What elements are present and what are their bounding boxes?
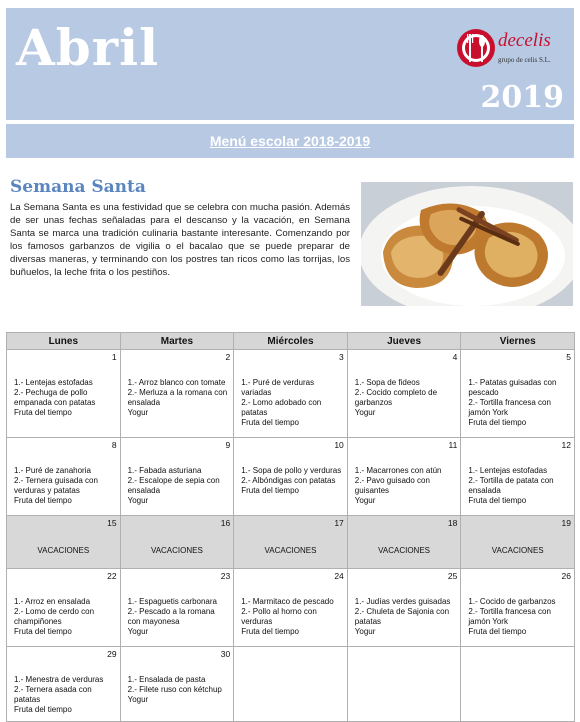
day-number: 15 bbox=[107, 518, 117, 528]
day-header-friday: Viernes bbox=[461, 333, 575, 350]
day-number: 9 bbox=[225, 440, 231, 450]
menu-title-bar bbox=[6, 124, 574, 158]
calendar-day-cell bbox=[461, 438, 575, 516]
menu-items bbox=[348, 364, 461, 418]
menu-item: Fruta del tiempo bbox=[241, 418, 299, 427]
day-header-wednesday: Miércoles bbox=[234, 333, 348, 350]
calendar-day-cell bbox=[120, 647, 234, 722]
menu-item: 2.- Merluza a la romana con ensalada bbox=[127, 388, 228, 407]
day-number: 10 bbox=[334, 440, 344, 450]
menu-items bbox=[234, 583, 347, 637]
calendar-day-cell bbox=[347, 516, 461, 569]
calendar-day-cell bbox=[234, 350, 348, 438]
menu-item: 2.- Pescado a la romana con mayonesa bbox=[127, 607, 215, 626]
menu-item: 2.- Ternera asada con patatas bbox=[14, 685, 92, 704]
menu-item: Fruta del tiempo bbox=[468, 418, 527, 427]
menu-item: Fruta del tiempo bbox=[468, 496, 527, 505]
calendar-day-cell bbox=[7, 350, 121, 438]
day-number: 19 bbox=[561, 518, 571, 528]
menu-items bbox=[121, 364, 234, 418]
section-title: Semana Santa bbox=[10, 177, 146, 197]
calendar-week bbox=[7, 569, 575, 647]
month-title: Abril bbox=[16, 18, 160, 77]
year-title: 2019 bbox=[480, 80, 564, 115]
menu-items bbox=[348, 452, 461, 506]
menu-items bbox=[7, 661, 120, 715]
day-number: 29 bbox=[107, 649, 117, 659]
menu-item: 2.- Pavo guisado con guisantes bbox=[354, 476, 430, 495]
menu-item: 1.- Menestra de verduras bbox=[14, 675, 104, 684]
company-logo bbox=[456, 26, 564, 76]
vacation-label: VACACIONES bbox=[491, 546, 544, 555]
menu-item: 2.- Lomo de cerdo con champiñones bbox=[14, 607, 95, 626]
logo-subtitle: grupo de celis S.L. bbox=[498, 56, 551, 64]
menu-item: Fruta del tiempo bbox=[14, 705, 72, 714]
calendar-day-cell bbox=[461, 647, 575, 722]
logo-icon bbox=[456, 28, 496, 68]
calendar-day-cell bbox=[347, 438, 461, 516]
day-number: 30 bbox=[220, 649, 231, 659]
menu-items bbox=[121, 452, 234, 506]
calendar-day-cell bbox=[7, 516, 121, 569]
calendar-day-cell bbox=[347, 350, 461, 438]
menu-item: 2.- Chuleta de Sajonia con patatas bbox=[354, 607, 450, 626]
calendar-day-cell bbox=[120, 438, 234, 516]
menu-item: 1.- Cocido de garbanzos bbox=[468, 597, 556, 606]
menu-items bbox=[461, 364, 574, 428]
menu-items bbox=[121, 661, 234, 705]
menu-items bbox=[461, 452, 574, 506]
calendar-day-cell bbox=[461, 516, 575, 569]
calendar-week bbox=[7, 438, 575, 516]
menu-items bbox=[234, 364, 347, 428]
day-header-thursday: Jueves bbox=[347, 333, 461, 350]
menu-items bbox=[7, 452, 120, 506]
menu-item: 2.- Filete ruso con kétchup bbox=[127, 685, 222, 694]
menu-item: 2.- Ternera guisada con verduras y patatas bbox=[14, 476, 98, 495]
menu-title[interactable]: Menú escolar 2018-2019 bbox=[209, 133, 371, 149]
menu-item: 1.- Judías verdes guisadas bbox=[354, 597, 451, 606]
day-number: 25 bbox=[447, 571, 458, 581]
day-number: 17 bbox=[334, 518, 344, 528]
menu-item: Yogur bbox=[127, 627, 149, 636]
section-text: La Semana Santa es una festividad que se celebra con mucha pasión. Además de ser unas fechas señaladas para el descanso y la vacación, en Semana Santa se marca una tradición culinaria bastante interesante. Comenzando por los famosos garbanzos de vigilia o el bacalao que se puede preparar de diversas maneras, y terminando con los postres tan ricos como las torrijas, los buñuelos, la leche frita o los pestiños. bbox=[10, 202, 350, 278]
calendar-day-cell bbox=[7, 647, 121, 722]
calendar-week bbox=[7, 350, 575, 438]
menu-item: Fruta del tiempo bbox=[241, 486, 299, 495]
menu-item: 2.- Tortilla francesa con jamón York bbox=[468, 398, 551, 417]
menu-item: 2.- Escalope de sepia con ensalada bbox=[127, 476, 220, 495]
calendar-day-cell bbox=[461, 569, 575, 647]
day-header-monday: Lunes bbox=[7, 333, 121, 350]
menu-item: 1.- Lentejas estofadas bbox=[14, 378, 93, 387]
menu-item: 1.- Sopa de fideos bbox=[354, 378, 420, 387]
menu-item: 1.- Patatas guisadas con pescado bbox=[468, 378, 557, 397]
menu-item: 2.- Tortilla de patata con ensalada bbox=[468, 476, 554, 495]
menu-item: Fruta del tiempo bbox=[241, 627, 299, 636]
calendar-day-cell bbox=[234, 516, 348, 569]
menu-item: 1.- Arroz blanco con tomate bbox=[127, 378, 226, 387]
calendar-day-cell bbox=[120, 569, 234, 647]
menu-item: Yogur bbox=[354, 627, 376, 636]
calendar-day-cell bbox=[234, 569, 348, 647]
menu-item: Yogur bbox=[127, 496, 149, 505]
menu-item: 2.- Albóndigas con patatas bbox=[241, 476, 336, 485]
calendar-day-cell bbox=[7, 569, 121, 647]
logo-name: decelis bbox=[498, 30, 551, 51]
menu-items bbox=[121, 583, 234, 637]
menu-item: Fruta del tiempo bbox=[14, 408, 72, 417]
day-number: 12 bbox=[561, 440, 571, 450]
menu-item: Fruta del tiempo bbox=[14, 496, 72, 505]
menu-calendar bbox=[6, 332, 575, 722]
day-number: 23 bbox=[220, 571, 231, 581]
day-number: 2 bbox=[225, 352, 231, 362]
day-number: 18 bbox=[447, 518, 458, 528]
vacation-label: VACACIONES bbox=[378, 546, 431, 555]
vacation-label: VACACIONES bbox=[150, 546, 203, 555]
torrijas-photo bbox=[361, 182, 573, 306]
menu-items bbox=[348, 583, 461, 637]
day-number: 8 bbox=[111, 440, 117, 450]
menu-item: 1.- Arroz en ensalada bbox=[14, 597, 91, 606]
day-number: 11 bbox=[448, 440, 458, 450]
day-number: 4 bbox=[452, 352, 458, 362]
menu-item: 2.- Lomo adobado con patatas bbox=[241, 398, 322, 417]
calendar-day-cell bbox=[7, 438, 121, 516]
menu-item: 1.- Sopa de pollo y verduras bbox=[241, 466, 342, 475]
menu-items bbox=[7, 583, 120, 637]
day-number bbox=[461, 647, 574, 661]
menu-item: 2.- Pollo al horno con verduras bbox=[241, 607, 317, 626]
menu-item: Yogur bbox=[354, 408, 376, 417]
menu-item: 1.- Fabada asturiana bbox=[127, 466, 202, 475]
menu-item: 1.- Marmitaco de pescado bbox=[241, 597, 334, 606]
menu-item: 1.- Puré de zanahoria bbox=[14, 466, 91, 475]
day-number: 1 bbox=[111, 352, 117, 362]
calendar-day-cell bbox=[347, 647, 461, 722]
menu-item: 1.- Lentejas estofadas bbox=[468, 466, 548, 475]
page-header bbox=[6, 8, 574, 120]
day-number bbox=[234, 647, 347, 661]
calendar-day-cell bbox=[120, 516, 234, 569]
menu-item: 1.- Macarrones con atún bbox=[354, 466, 442, 475]
vacation-label: VACACIONES bbox=[37, 546, 90, 555]
menu-items bbox=[461, 583, 574, 637]
menu-item: 1.- Espaguetis carbonara bbox=[127, 597, 217, 606]
calendar-day-cell bbox=[234, 647, 348, 722]
day-header-tuesday: Martes bbox=[120, 333, 234, 350]
calendar-day-cell bbox=[347, 569, 461, 647]
menu-item: Yogur bbox=[127, 408, 149, 417]
day-number: 3 bbox=[339, 352, 344, 362]
day-number bbox=[348, 647, 461, 661]
day-number: 26 bbox=[561, 571, 571, 581]
calendar-week bbox=[7, 516, 575, 569]
calendar-week bbox=[7, 647, 575, 722]
calendar-day-cell bbox=[120, 350, 234, 438]
menu-item: 2.- Tortilla francesa con jamón York bbox=[468, 607, 551, 626]
day-number: 24 bbox=[334, 571, 344, 581]
menu-item: 2.- Pechuga de pollo empanada con patatas bbox=[14, 388, 96, 407]
menu-item: 2.- Cocido completo de garbanzos bbox=[354, 388, 438, 407]
vacation-label: VACACIONES bbox=[264, 546, 317, 555]
calendar-day-cell bbox=[234, 438, 348, 516]
menu-item: 1.- Ensalada de pasta bbox=[127, 675, 206, 684]
calendar-day-cell bbox=[461, 350, 575, 438]
menu-item: 1.- Puré de verduras variadas bbox=[241, 378, 315, 397]
menu-item: Fruta del tiempo bbox=[468, 627, 527, 636]
day-number: 16 bbox=[220, 518, 231, 528]
menu-item: Fruta del tiempo bbox=[14, 627, 72, 636]
day-number: 5 bbox=[566, 352, 571, 362]
menu-item: Yogur bbox=[127, 695, 149, 704]
menu-item: Yogur bbox=[354, 496, 376, 505]
menu-items bbox=[234, 452, 347, 496]
menu-items bbox=[7, 364, 120, 418]
day-number: 22 bbox=[107, 571, 117, 581]
